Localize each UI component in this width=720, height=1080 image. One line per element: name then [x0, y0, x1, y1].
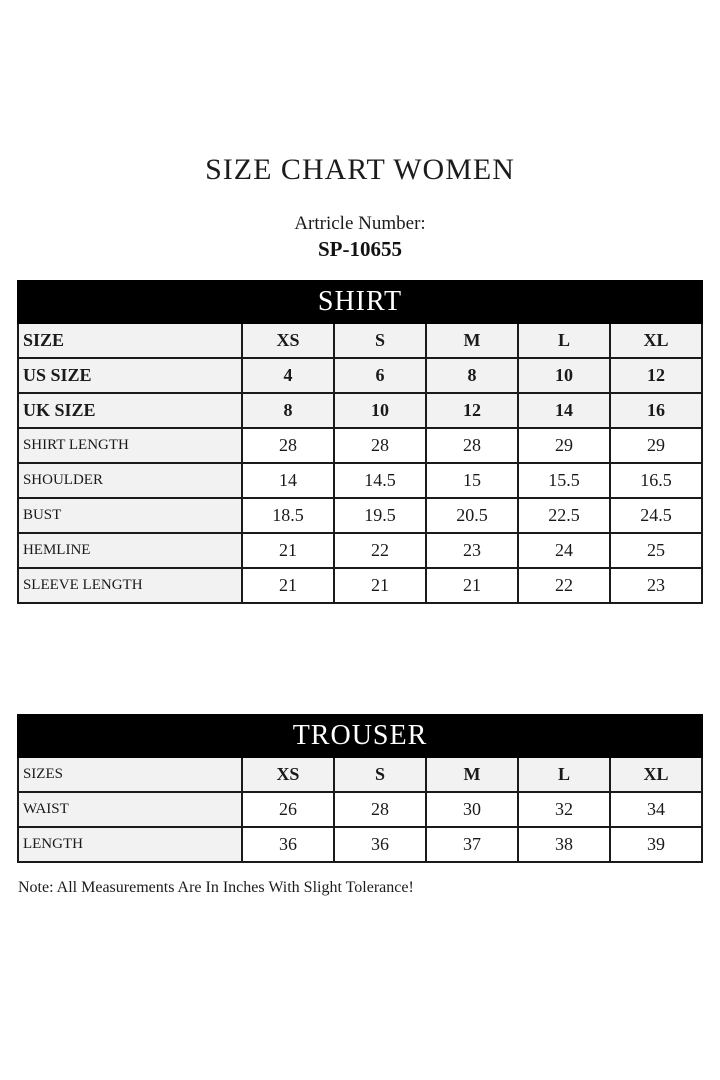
size-cell: S	[334, 323, 426, 358]
measurement-cell: 22	[518, 568, 610, 603]
size-cell: 10	[518, 358, 610, 393]
page-title: SIZE CHART WOMEN	[205, 153, 515, 186]
size-cell: 8	[242, 393, 334, 428]
trouser-size-table	[17, 714, 703, 863]
measurement-cell: 36	[334, 827, 426, 862]
size-cell: 4	[242, 358, 334, 393]
article-number-label: Artricle Number:	[294, 213, 426, 234]
size-cell: XL	[610, 323, 702, 358]
measurement-cell: 14	[242, 463, 334, 498]
table-row	[18, 358, 702, 393]
measurement-cell: 21	[334, 568, 426, 603]
size-cell: S	[334, 757, 426, 792]
measurement-cell: 23	[426, 533, 518, 568]
table-row	[18, 393, 702, 428]
row-label: HEMLINE	[18, 533, 242, 568]
shirt-size-table	[17, 280, 703, 604]
measurement-cell: 39	[610, 827, 702, 862]
measurement-cell: 28	[334, 428, 426, 463]
measurement-cell: 25	[610, 533, 702, 568]
measurement-cell: 23	[610, 568, 702, 603]
row-label: SHOULDER	[18, 463, 242, 498]
measurement-cell: 36	[242, 827, 334, 862]
size-cell: XS	[242, 323, 334, 358]
size-cell: L	[518, 323, 610, 358]
table-row	[18, 568, 702, 603]
measurement-cell: 22	[334, 533, 426, 568]
row-label: SIZES	[18, 757, 242, 792]
row-label: SLEEVE LENGTH	[18, 568, 242, 603]
row-label: US SIZE	[18, 358, 242, 393]
table-row	[18, 792, 702, 827]
table-row	[18, 323, 702, 358]
measurement-cell: 24.5	[610, 498, 702, 533]
measurement-cell: 21	[426, 568, 518, 603]
article-number-value: SP-10655	[318, 237, 402, 261]
row-label: BUST	[18, 498, 242, 533]
size-cell: 12	[610, 358, 702, 393]
measurement-cell: 22.5	[518, 498, 610, 533]
measurement-cell: 37	[426, 827, 518, 862]
measurement-cell: 20.5	[426, 498, 518, 533]
size-cell: XS	[242, 757, 334, 792]
measurement-cell: 32	[518, 792, 610, 827]
measurement-cell: 14.5	[334, 463, 426, 498]
measurement-cell: 29	[610, 428, 702, 463]
size-cell: L	[518, 757, 610, 792]
measurement-cell: 18.5	[242, 498, 334, 533]
measurement-cell: 30	[426, 792, 518, 827]
measurement-cell: 38	[518, 827, 610, 862]
size-cell: XL	[610, 757, 702, 792]
measurement-cell: 19.5	[334, 498, 426, 533]
table-row	[18, 827, 702, 862]
size-cell: M	[426, 323, 518, 358]
measurement-cell: 21	[242, 533, 334, 568]
measurement-cell: 26	[242, 792, 334, 827]
measurement-cell: 21	[242, 568, 334, 603]
measurement-cell: 29	[518, 428, 610, 463]
measurement-cell: 28	[242, 428, 334, 463]
size-cell: 14	[518, 393, 610, 428]
shirt-table-band	[18, 281, 702, 323]
measurement-cell: 34	[610, 792, 702, 827]
size-cell: 6	[334, 358, 426, 393]
row-label: UK SIZE	[18, 393, 242, 428]
table-row	[18, 757, 702, 792]
row-label: WAIST	[18, 792, 242, 827]
tolerance-note: Note: All Measurements Are In Inches With Slight Tolerance!	[18, 879, 414, 896]
measurement-cell: 16.5	[610, 463, 702, 498]
trouser-table-title: TROUSER	[18, 715, 702, 757]
trouser-table-band	[18, 715, 702, 757]
size-cell: 12	[426, 393, 518, 428]
measurement-cell: 24	[518, 533, 610, 568]
size-cell: 8	[426, 358, 518, 393]
table-row	[18, 498, 702, 533]
measurement-cell: 15.5	[518, 463, 610, 498]
size-cell: M	[426, 757, 518, 792]
table-row	[18, 428, 702, 463]
row-label: SHIRT LENGTH	[18, 428, 242, 463]
table-row	[18, 463, 702, 498]
row-label: SIZE	[18, 323, 242, 358]
row-label: LENGTH	[18, 827, 242, 862]
size-cell: 10	[334, 393, 426, 428]
size-cell: 16	[610, 393, 702, 428]
shirt-table-title: SHIRT	[18, 281, 702, 323]
measurement-cell: 15	[426, 463, 518, 498]
table-row	[18, 533, 702, 568]
measurement-cell: 28	[426, 428, 518, 463]
measurement-cell: 28	[334, 792, 426, 827]
